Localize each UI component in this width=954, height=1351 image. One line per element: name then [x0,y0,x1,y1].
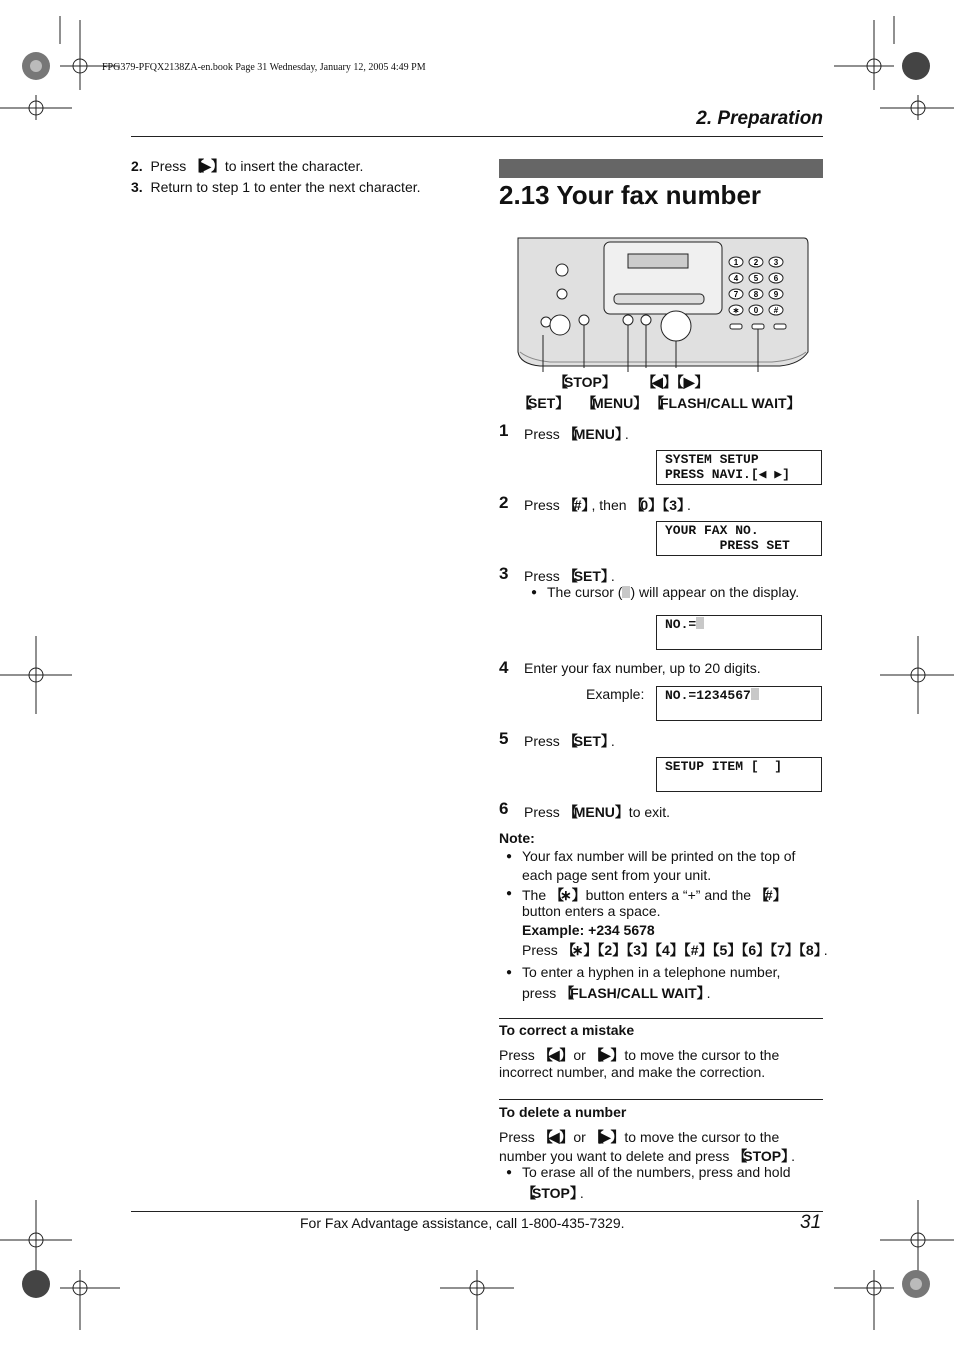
delete-rule [499,1099,823,1100]
cursor-icon [751,688,759,700]
step-4-number: 4 [499,658,509,677]
step-3-number: 3 [499,564,509,583]
label-nav-keys: 【 ◀】【▶ 】 [642,372,705,392]
correct-line-1: Press 【 ◀ 】 or 【 ▶ 】 to move the cursor to the [499,1045,779,1065]
section-title: 2. Preparation [696,108,823,129]
keypad-label: 1 [733,258,739,267]
delete-heading: To delete a number [499,1104,627,1120]
page-title: 2.13 Your fax number [499,180,762,210]
keypad-label: 9 [773,290,779,299]
label-set: 【 SET 】 [518,393,565,413]
example-label: Example: [586,686,645,702]
keypad-label: 0 [753,306,759,315]
correct-line-2: incorrect number, and make the correction. [499,1064,766,1080]
note-example-keys: Press 【 ∗】【2】【3】【4】【#】【5】【6】【7】【8 】 . [522,940,828,960]
footer-rule [131,1211,823,1212]
note-bullet-1-line-2: each page sent from your unit. [522,867,712,883]
display-step-5: SETUP ITEM [ ] [656,757,822,792]
keypad-label: 2 [753,258,759,267]
step-3-bullet: ● The cursor ( ) will appear on the display. [547,584,799,600]
left-step-2: 2. Press 【 ▶ 】 to insert the character. [131,156,363,176]
note-heading: Note: [499,830,535,846]
note-bullet-1: ● Your fax number will be printed on the top of [522,848,795,864]
correct-rule [499,1018,823,1019]
display-step-4: NO.=1234567 [656,686,822,721]
header-rule [131,136,823,137]
stop-button [579,315,589,325]
keypad-label: 6 [773,274,779,283]
step-2-number: 2 [499,493,509,512]
title-bar [499,159,823,178]
fax-unit-diagram [510,232,810,372]
delete-line-2: number you want to delete and press 【 STOP 】 . [499,1146,795,1166]
keypad-label: 8 [753,290,759,299]
correct-heading: To correct a mistake [499,1022,635,1038]
note-bullet-2: ● The 【 ∗ 】 button enters a “+” and the 【 # 】 [522,885,783,905]
step-4-text: Enter your fax number, up to 20 digits. [524,660,761,676]
label-menu: 【 MENU 】 [582,393,643,413]
display-step-1: SYSTEM SETUP PRESS NAVI.[◀ ▶] [656,450,822,485]
file-header: FPG379-PFQX2138ZA-en.book Page 31 Wednesday, January 12, 2005 4:49 PM [102,62,426,73]
note-bullet-2-line-2: button enters a space. [522,903,661,919]
step-5-number: 5 [499,729,509,748]
step-2-text: Press 【 # 】 , then 【 0】【3 】 . [524,495,691,515]
keypad-label: 7 [733,290,739,299]
keypad-label: 3 [773,258,779,267]
step-1-number: 1 [499,421,509,440]
cursor-icon [696,617,704,629]
delete-bullet-line-2: 【 STOP 】 . [522,1183,584,1203]
keypad-label: # [773,306,779,315]
display-step-3: NO.= [656,615,822,650]
left-step-3: 3. Return to step 1 to enter the next character. [131,179,421,195]
label-stop: 【 STOP 】 [554,372,612,392]
note-example: Example: +234 5678 [522,922,655,938]
note-bullet-3: ● To enter a hyphen in a telephone number, [522,964,780,980]
display-step-2: YOUR FAX NO. PRESS SET [656,521,822,556]
page-number: 31 [800,1212,822,1233]
note-bullet-3-line-2: press 【 FLASH/CALL WAIT 】 . [522,983,711,1003]
keypad-label: ∗ [732,306,740,315]
label-flash: 【 FLASH/CALL WAIT 】 [650,393,797,413]
step-1-text: Press 【 MENU 】 . [524,424,629,444]
keypad-label: 5 [753,274,759,283]
keypad-label: 4 [733,274,739,283]
delete-bullet: ● To erase all of the numbers, press and hold [522,1164,791,1180]
flash-call-wait-button [752,324,764,329]
delete-line-1: Press 【 ◀ 】 or 【 ▶ 】 to move the cursor to the [499,1127,779,1147]
step-6-number: 6 [499,799,509,818]
menu-button [623,315,633,325]
step-6-text: Press 【 MENU 】 to exit. [524,802,670,822]
step-3-text: Press 【 SET 】 . [524,566,615,586]
step-5-text: Press 【 SET 】 . [524,731,615,751]
navigator-key [661,311,691,341]
right-arrow-key: 【 ▶ 】 [190,158,221,174]
set-button [550,315,570,335]
footer-text: For Fax Advantage assistance, call 1-800-435-7329. [300,1215,625,1231]
